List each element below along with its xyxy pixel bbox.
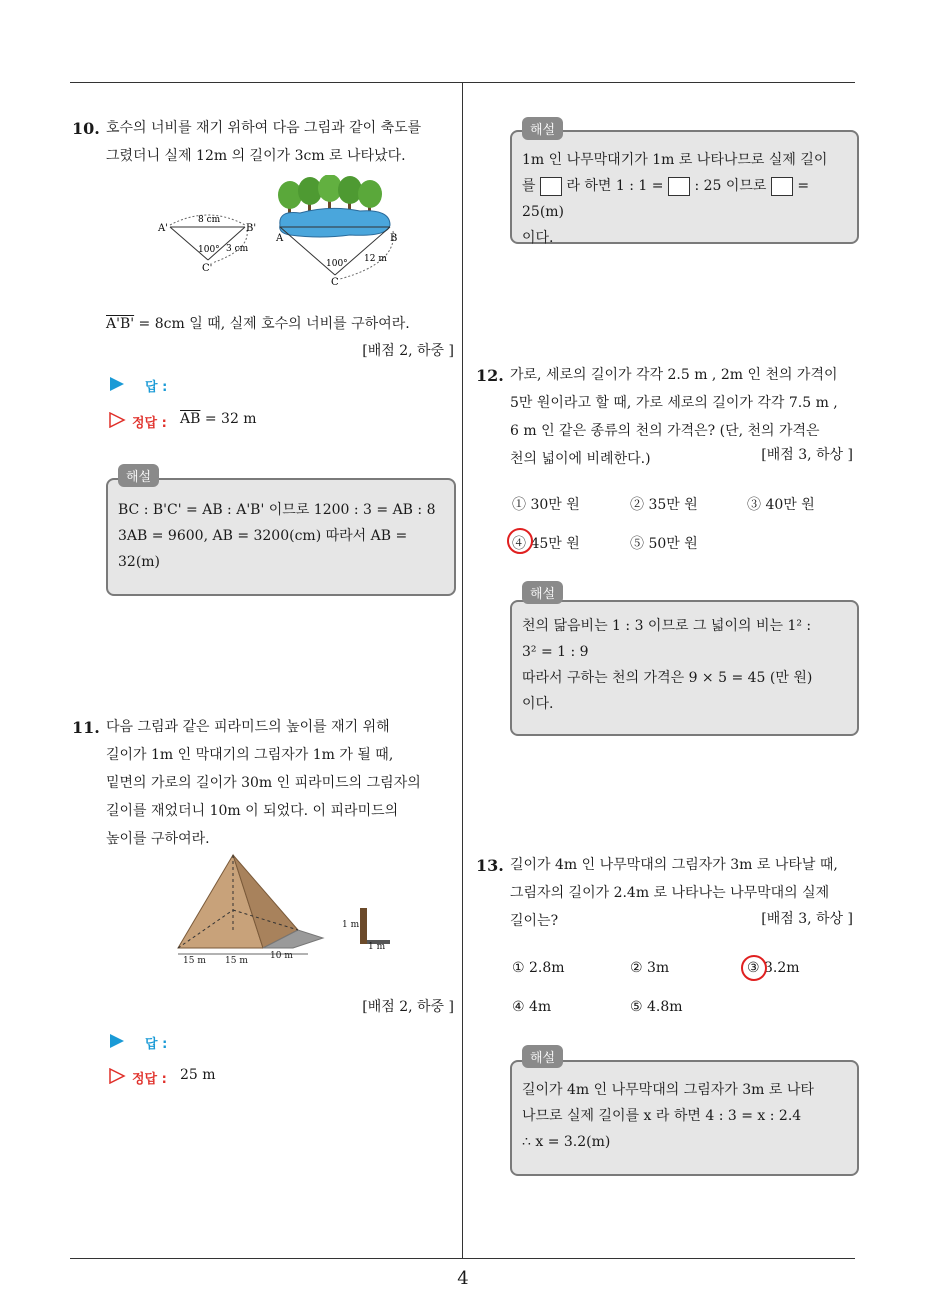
question-number: 12. <box>476 366 504 385</box>
outline-play-icon <box>108 412 126 428</box>
explanation-line: 32(m) <box>118 554 161 570</box>
question-text <box>106 114 456 170</box>
correct-value: 25 m <box>180 1067 216 1083</box>
answer-label: 답 : <box>145 1037 168 1052</box>
explanation-line: ∴ x = 3.2(m) <box>522 1134 611 1150</box>
explanation-line: 천의 닮음비는 1 : 3 이므로 그 넓이의 비는 1² : <box>522 618 812 634</box>
explanation-line: 따라서 구하는 천의 가격은 9 × 5 = 45 (만 원) <box>522 670 813 686</box>
lake <box>280 208 390 237</box>
big-angle-label: 100° <box>326 259 348 269</box>
small-b-label: B' <box>246 223 257 234</box>
small-angle-label: 100° <box>198 245 220 255</box>
explanation-tag: 해설 <box>522 117 563 140</box>
question-line: 가로, 세로의 길이가 각각 2.5 m , 2m 인 천의 가격이 <box>510 367 838 383</box>
question-line: 길이가 4m 인 나무막대의 그림자가 3m 로 나타날 때, <box>510 857 838 873</box>
base-label-2: 15 m <box>225 956 248 966</box>
question-line: 5만 원이라고 할 때, 가로 세로의 길이가 각각 7.5 m , <box>510 395 838 411</box>
question-line: 그렸더니 실제 12m 의 길이가 3cm 로 나타났다. <box>106 148 406 164</box>
explanation-line: 1m 인 나무막대기가 1m 로 나타나므로 실제 길이 <box>522 152 828 168</box>
explanation-line: 3AB = 9600, AB = 3200(cm) 따라서 AB = <box>118 528 408 544</box>
stick-height-label: 1 m <box>342 920 360 930</box>
question-line: 다음 그림과 같은 피라미드의 높이를 재기 위해 <box>106 719 390 735</box>
explanation-line <box>522 173 848 225</box>
explanation-text <box>522 613 848 717</box>
question-line: 길이를 재었더니 10m 이 되었다. 이 피라미드의 <box>106 803 399 819</box>
value-text: = 32 m <box>200 411 257 427</box>
question-line: 밑면의 가로의 길이가 30m 인 피라미드의 그림자의 <box>106 775 421 791</box>
choice-1[interactable]: ① 2.8m <box>512 960 565 976</box>
choice-2[interactable]: ② 3m <box>630 960 670 976</box>
text-part: = 25(m) <box>522 178 810 220</box>
play-icon <box>108 376 126 392</box>
question-line: 6 m 인 같은 종류의 천의 가격은? (단, 천의 가격은 <box>510 423 820 439</box>
big-a-label: A <box>276 233 284 244</box>
column-divider <box>462 82 463 1258</box>
text-part: 를 <box>522 178 536 194</box>
segment-label: $\overline{AB}$ <box>180 411 201 427</box>
explanation-text <box>522 1077 848 1155</box>
big-side-label: 12 m <box>364 254 387 264</box>
choice-4[interactable]: ④ 45만 원 <box>512 536 580 552</box>
small-top-label: 8 cm <box>198 215 221 225</box>
segment-label: A'B' <box>106 316 135 332</box>
base-label-1: 15 m <box>183 956 206 966</box>
choice-3[interactable]: ③ 40만 원 <box>747 497 815 513</box>
explanation-line: 이다. <box>522 696 554 712</box>
choice-5[interactable]: ⑤ 50만 원 <box>630 536 698 552</box>
explanation-text <box>522 147 848 251</box>
big-c-label: C <box>331 277 339 288</box>
question-line: 그림자의 길이가 2.4m 로 나타나는 나무막대의 실제 <box>510 885 830 901</box>
play-icon <box>108 1033 126 1049</box>
explanation-tag: 해설 <box>522 581 563 604</box>
explanation-tag: 해설 <box>118 464 159 487</box>
choice-1[interactable]: ① 30만 원 <box>512 497 580 513</box>
bottom-rule <box>70 1258 855 1259</box>
correct-label: 정답 : <box>132 1072 167 1087</box>
question-line: 호수의 너비를 재기 위하여 다음 그림과 같이 축도를 <box>106 120 422 136</box>
answer-label: 답 : <box>145 380 168 395</box>
question-number: 10. <box>72 119 100 138</box>
points-label: [배점 3, 하상 ] <box>761 911 853 927</box>
text-part: : 25 이므로 <box>694 178 767 194</box>
outline-play-icon <box>108 1068 126 1084</box>
shadow-label: 10 m <box>270 951 293 961</box>
question-text <box>106 713 456 853</box>
small-side-label: 3 cm <box>226 244 249 254</box>
choice-5[interactable]: ⑤ 4.8m <box>630 999 683 1015</box>
page-number: 4 <box>457 1268 469 1289</box>
explanation-line: 길이가 4m 인 나무막대의 그림자가 3m 로 나타 <box>522 1082 814 1098</box>
small-c-label: C' <box>202 263 213 274</box>
points-label: [배점 2, 하중 ] <box>362 999 454 1015</box>
selected-answer-circle <box>507 528 533 554</box>
blank-box <box>668 177 690 196</box>
question-line: 높이를 구하여라. <box>106 831 210 847</box>
big-b-label: B <box>390 233 398 244</box>
correct-label: 정답 : <box>132 416 167 431</box>
points-label: [배점 2, 하중 ] <box>362 343 454 359</box>
explanation-line: 나므로 실제 길이를 x 라 하면 4 : 3 = x : 2.4 <box>522 1108 802 1124</box>
condition-text: = 8cm 일 때, 실제 호수의 너비를 구하여라. <box>134 316 410 332</box>
lake-scale-figure <box>150 175 410 290</box>
question-number: 13. <box>476 856 504 875</box>
explanation-line: 3² = 1 : 9 <box>522 644 589 660</box>
blank-box <box>540 177 562 196</box>
question-line: 천의 넓이에 비례한다.) <box>510 451 651 467</box>
question-condition <box>106 310 456 338</box>
explanation-line: BC : B'C' = AB : A'B' 이므로 1200 : 3 = AB : 8 <box>118 502 436 518</box>
text-part: 라 하면 1 : 1 = <box>566 178 664 194</box>
stick-shadow-label: 1 m <box>368 942 386 952</box>
explanation-text <box>118 497 444 575</box>
selected-answer-circle <box>741 955 767 981</box>
explanation-line: 이다. <box>522 230 554 246</box>
choice-2[interactable]: ② 35만 원 <box>630 497 698 513</box>
small-a-label: A' <box>158 223 168 234</box>
points-label: [배점 3, 하상 ] <box>761 447 853 463</box>
blank-box <box>771 177 793 196</box>
question-line: 길이가 1m 인 막대기의 그림자가 1m 가 될 때, <box>106 747 394 763</box>
question-line: 길이는? <box>510 913 559 929</box>
correct-value <box>180 411 257 427</box>
choice-3[interactable]: ③ 3.2m <box>747 960 800 976</box>
question-number: 11. <box>72 718 100 737</box>
choice-4[interactable]: ④ 4m <box>512 999 552 1015</box>
explanation-tag: 해설 <box>522 1045 563 1068</box>
